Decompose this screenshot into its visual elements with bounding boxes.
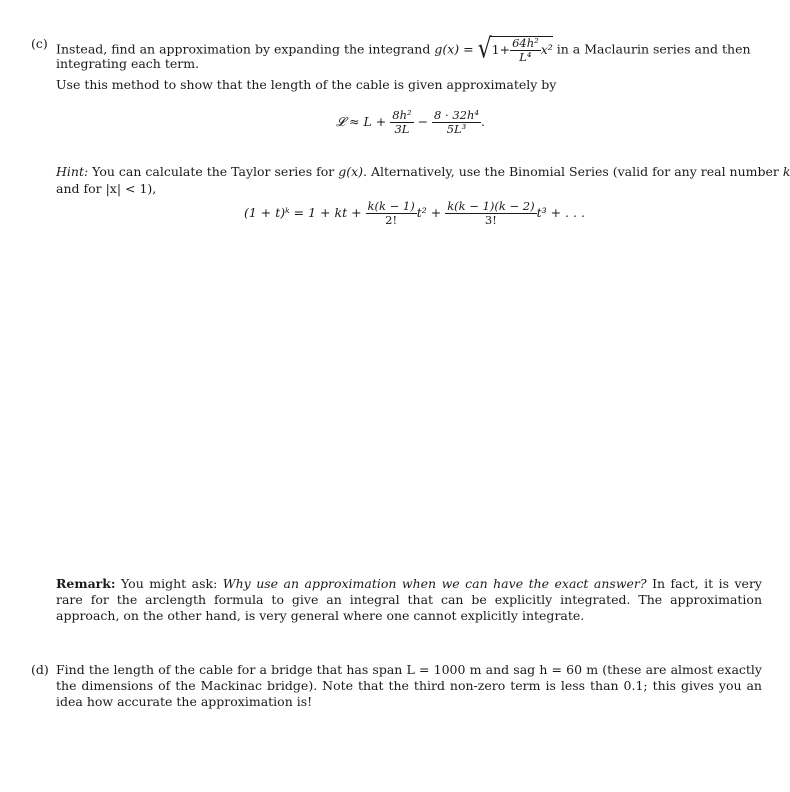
bin-t3: t³ + . . . [536,205,585,220]
hint-line1 [56,164,790,180]
hint-g-symbol: g(x) [338,164,364,179]
bin-fraction-1 [366,200,417,227]
bin-lhs: (1 + t)ᵏ = 1 + kt + [244,205,362,220]
part-c-line3: Use this method to show that the length of the cable is given approximately by [56,77,557,92]
frac-num: 64h² [512,36,539,50]
remark-text-b: In fact, it is very rare for the arclength formula to give an integral that can be explicitly integrated. The approximation approach, on the other hand, is very general where one cannot explicitly integrate. [56,576,762,623]
hint-line2: and for |x| < 1), [56,181,157,196]
eq-f2-num: 8 · 32h⁴ [434,108,479,122]
eq-f1-num: 8h² [392,108,412,122]
eq-f2-den: 5L³ [432,122,481,136]
bin-f2-num: k(k − 1)(k − 2) [447,199,535,213]
remark-paragraph [56,576,762,624]
part-d-paragraph: Find the length of the cable for a bridge that has span L = 1000 m and sag h = 60 m (these are almost exactly the dimensions of the Mackinac bridge). Note that the third non-zero term is less than 0.1; this gives you an idea how accurate the approximation is! [56,662,762,709]
cable-length-equation [336,109,485,136]
binomial-series-equation [244,200,585,227]
eq-f1-den: 3L [390,122,413,136]
part-c-label: (c) [31,36,48,51]
eq-minus: − [417,114,429,129]
sqrt-one: 1+ [491,42,511,57]
remark-text-a: You might ask: [121,576,218,591]
part-d-label: (d) [31,662,49,677]
part-c-line2: integrating each term. [56,56,200,71]
g-of-x: g(x) = [434,41,474,57]
sqrt-expression [477,33,553,65]
radical-icon: √ [477,33,492,65]
bin-f1-den: 2! [366,213,417,227]
eq-lhs: 𝓛 ≈ L + [336,114,387,129]
hint-line1-a: You can calculate the Taylor series for [92,164,335,179]
bin-f2-den: 3! [445,213,536,227]
frac-den: L⁴ [510,50,541,64]
remark-label: Remark: [56,576,116,591]
part-c-line1-b: in a Maclaurin series and then [556,41,751,57]
hint-k-symbol: k [782,164,790,179]
bin-t2: t² + [416,205,442,220]
eq-fraction-2 [432,109,481,136]
fraction-64h2-L4 [510,37,541,64]
hint-line1-b: . Alternatively, use the Binomial Series (valid for any real number [363,164,779,179]
x-squared: x² [540,42,553,57]
bin-fraction-2 [445,200,536,227]
hint-label: Hint: [56,164,89,179]
part-c-line1-a: Instead, find an approximation by expanding the integrand [56,41,431,57]
eq-fraction-1 [390,109,413,136]
remark-question: Why use an approximation when we can have the exact answer? [222,576,647,591]
eq-end: . [480,114,485,129]
bin-f1-num: k(k − 1) [367,199,415,213]
